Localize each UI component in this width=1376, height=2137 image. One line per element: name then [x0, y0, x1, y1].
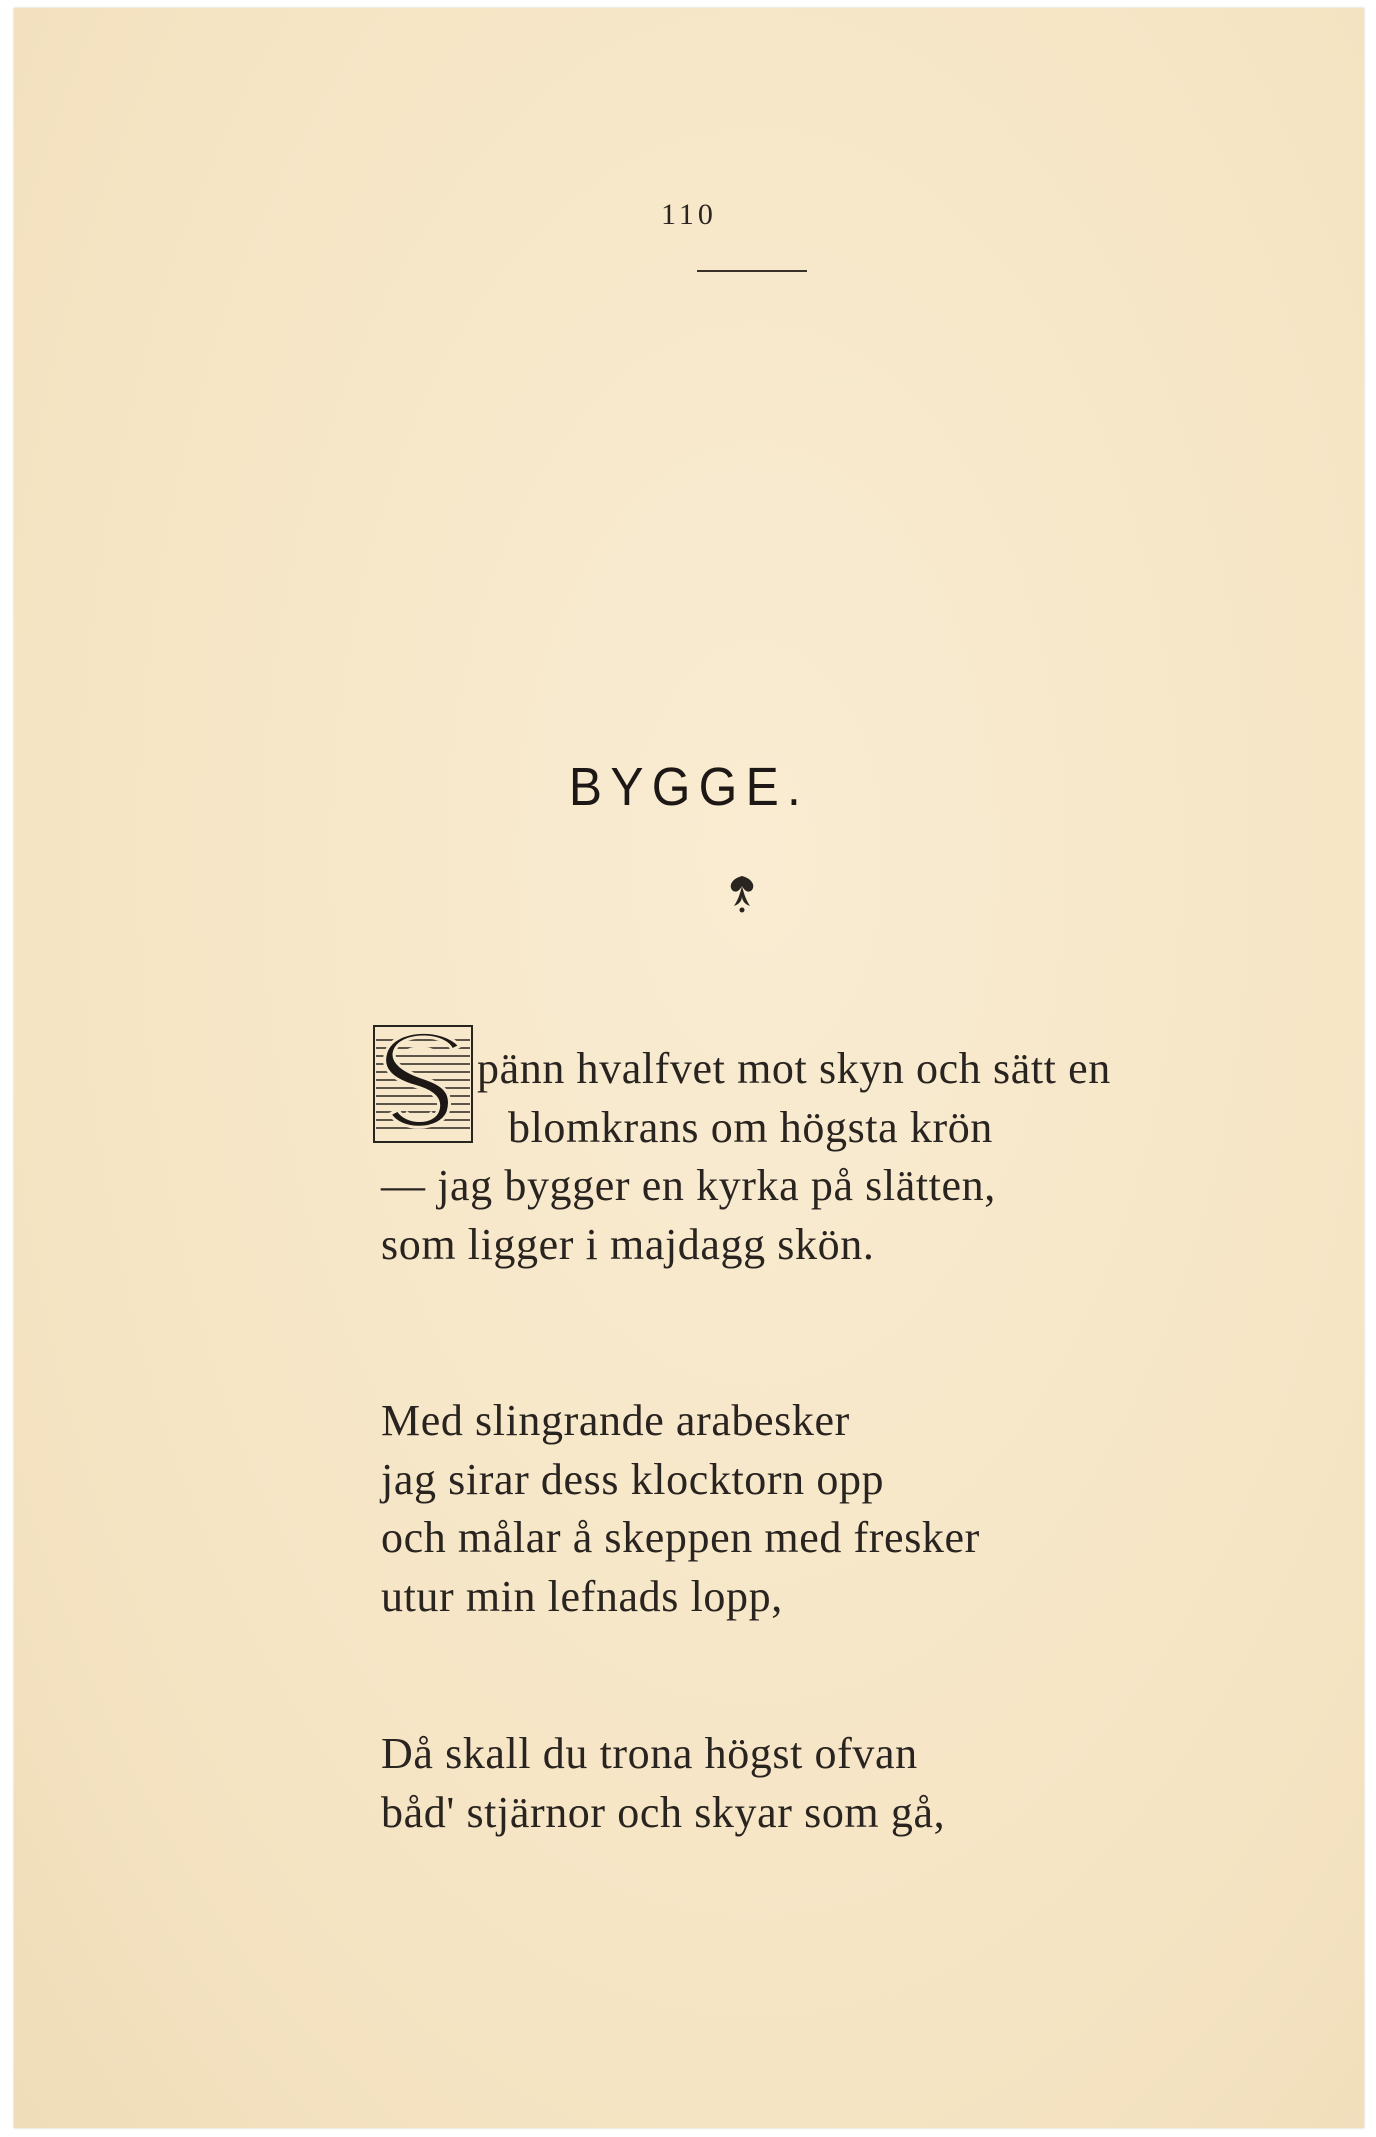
verse-line: och målar å skeppen med fresker	[381, 1513, 980, 1562]
verse-line: som ligger i majdagg skön.	[381, 1219, 875, 1269]
verse-line: — jag bygger en kyrka på slätten,	[381, 1161, 996, 1210]
poem-title: BYGGE.	[568, 757, 810, 817]
header-rule	[697, 270, 807, 272]
verse-line: Då skall du trona högst ofvan	[381, 1729, 918, 1778]
stanza-1	[381, 1040, 1111, 1274]
verse-line: jag sirar dess klocktorn opp	[381, 1454, 885, 1504]
verse-line: pänn hvalfvet mot skyn och sätt en	[477, 1044, 1111, 1093]
stanza-2	[381, 1392, 980, 1626]
verse-line: Med slingrande arabesker	[381, 1396, 850, 1445]
verse-line: blomkrans om högsta krön	[508, 1102, 993, 1152]
fleuron-icon	[722, 870, 762, 914]
verse-line: utur min lefnads lopp,	[381, 1571, 783, 1621]
book-page	[14, 8, 1364, 2128]
verse-line: båd' stjärnor och skyar som gå,	[381, 1787, 946, 1837]
page-number: 110	[661, 198, 717, 231]
stanza-3	[381, 1725, 945, 1842]
